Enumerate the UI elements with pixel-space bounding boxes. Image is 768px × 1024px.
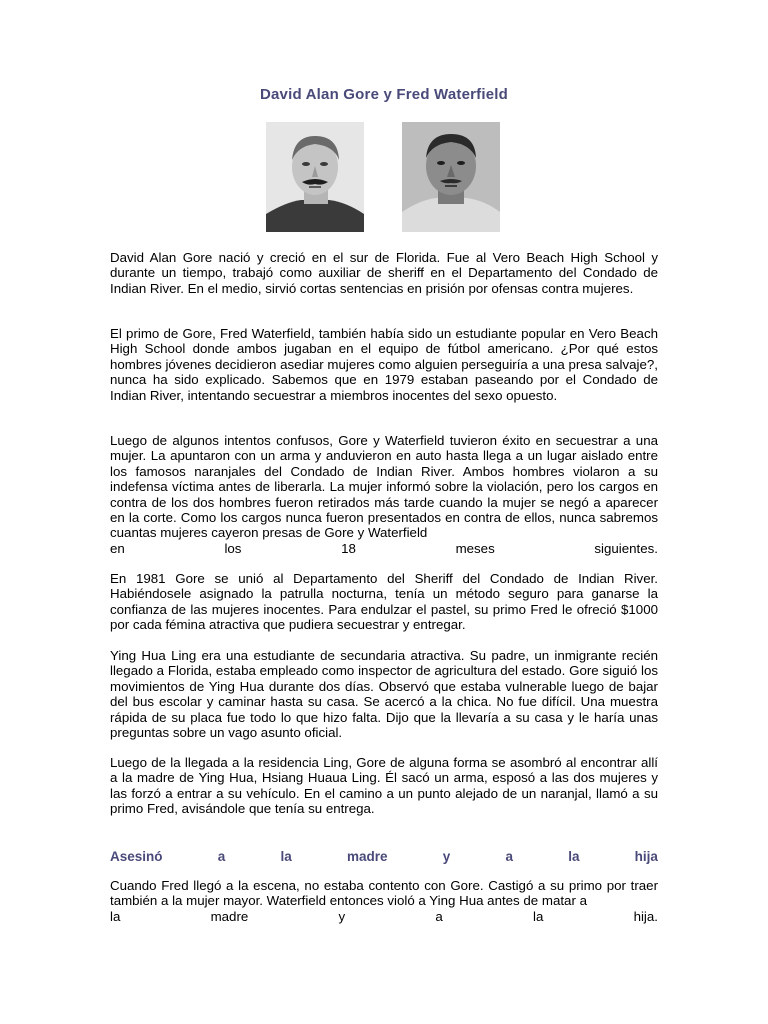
word: madre: [210, 908, 249, 924]
photo-fred-waterfield: [402, 122, 500, 232]
paragraph-4: [110, 571, 658, 633]
portrait-image-right: [402, 122, 500, 232]
paragraph-1: [110, 250, 658, 296]
word: a: [435, 908, 443, 924]
heading-word: hija: [634, 849, 658, 864]
photo-david-alan-gore: [266, 122, 364, 232]
paragraph-3: [110, 433, 658, 556]
paragraph-2: [110, 326, 658, 403]
word: en: [110, 540, 125, 556]
word: siguientes.: [594, 540, 658, 556]
section-heading: [110, 849, 658, 864]
page-title: David Alan Gore y Fred Waterfield: [259, 86, 509, 103]
paragraph-text: Ying Hua Ling era una estudiante de secundaria atractiva. Su padre, un inmigrante recién llegado a Florida, estaba empleado como inspector de agricultura del estado. Gore siguió los movimientos de Ying Hua durante dos días. Observó que estaba vulnerable luego de bajar del bus escolar y caminar hasta su casa. Se acercó a la chica. No fue difícil. Una muestra rápida de su placa fue todo lo que hizo falta. Dijo que la llevaría a su casa y le haría unas preguntas sobre un vago asunto oficial.: [110, 648, 658, 741]
paragraph-text: Luego de algunos intentos confusos, Gore y Waterfield tuvieron éxito en secuestrar a una mujer. La apuntaron con un arma y anduvieron en auto hasta llega a un lugar aislado entre los famosos naranjales del Condado de Indian River. Ambos hombres violaron a su indefensa víctima antes de liberarla. La mujer informó sobre la violación, pero los cargos en contra de los dos hombres fueron retirados más tarde cuando la mujer se negó a aparecer en la corte. Como los cargos nunca fueron presentados en contra de ellos, nunca sabremos cuantas mujeres cayeron presas de Gore y Waterfield: [110, 433, 658, 541]
word: la: [110, 908, 121, 924]
paragraph-text: Cuando Fred llegó a la escena, no estaba contento con Gore. Castigó a su primo por traer también a la mujer mayor. Waterfield entonces violó a Ying Hua antes de matar a: [110, 878, 658, 909]
paragraph-5: [110, 648, 658, 740]
word: meses: [455, 540, 495, 556]
heading-word: a: [217, 849, 226, 864]
word: y: [338, 908, 346, 924]
portrait-image-left: [266, 122, 364, 232]
paragraph-final-line: [110, 909, 658, 924]
word: 18: [341, 540, 356, 556]
word: la: [533, 908, 544, 924]
heading-word: y: [442, 849, 451, 864]
heading-word: a: [505, 849, 513, 864]
paragraph-7: [110, 878, 658, 924]
paragraph-6: [110, 755, 658, 817]
word: los: [224, 540, 242, 556]
paragraph-text: El primo de Gore, Fred Waterfield, también había sido un estudiante popular en Vero Beach High School donde ambos jugaban en el equipo de fútbol americano. ¿Por qué estos hombres jóvenes decidieron asediar mujeres como alguien perseguiría a una presa salvaje?, nunca ha sido explicado. Sabemos que en 1979 estaban paseando por el Condado de Indian River, intentando secuestrar a miembros inocentes del sexo opuesto.: [110, 326, 658, 403]
word: hija.: [633, 908, 658, 924]
heading-word: la: [568, 849, 580, 864]
heading-word: la: [280, 849, 292, 864]
paragraph-text: En 1981 Gore se unió al Departamento del Sheriff del Condado de Indian River. Habiéndosele asignado la patrulla nocturna, tenía un método seguro para ganarse la confianza de las mujeres inocentes. Para endulzar el pastel, su primo Fred le ofreció $1000 por cada fémina atractiva que pudiera secuestrar y entregar.: [110, 571, 658, 633]
paragraph-final-line: [110, 541, 658, 556]
heading-word: madre: [346, 849, 388, 864]
paragraph-text: David Alan Gore nació y creció en el sur de Florida. Fue al Vero Beach High School y durante un tiempo, trabajó como auxiliar de sheriff en el Departamento del Condado de Indian River. En el medio, sirvió cortas sentencias en prisión por ofensas contra mujeres.: [110, 250, 658, 296]
heading-word: Asesinó: [110, 849, 163, 864]
paragraph-text: Luego de la llegada a la residencia Ling, Gore de alguna forma se asombró al encontrar allí a la madre de Ying Hua, Hsiang Huaua Ling. Él sacó un arma, esposó a las dos mujeres y las forzó a entrar a su vehículo. En el camino a un punto alejado de un naranjal, llamó a su primo Fred, avisándole que tenía su entrega.: [110, 755, 658, 817]
